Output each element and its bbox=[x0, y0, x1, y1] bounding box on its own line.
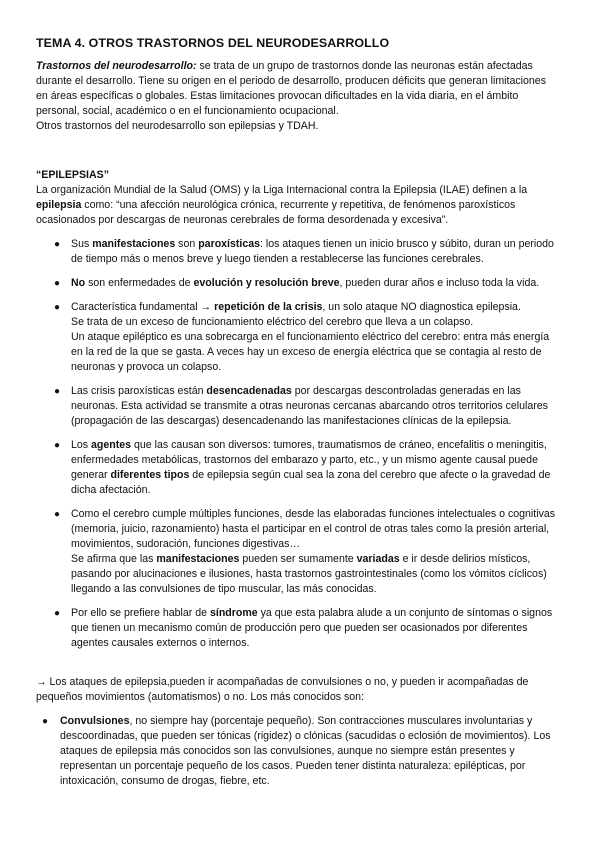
list-item-line: Se afirma que las manifestaciones pueden ser sumamente variadas e ir desde delirios místicos, pasando por alucinaciones e ilusiones, hasta trastornos gastrointestinales (como los vómitos cíclicos) llegando a las convulsiones de tipo muscular, las más conocidas. bbox=[71, 553, 547, 595]
list-item bbox=[36, 507, 560, 597]
epilepsia-bullet-list bbox=[36, 237, 560, 651]
bullet-icon: ● bbox=[54, 509, 61, 520]
definition-text: como: “una afección neurológica crónica, recurrente y repetitiva, de fenómenos paroxísticos ocasionados por descargas de neuronas cerebrales de forma desordenada y excesiva”. bbox=[36, 199, 516, 226]
list-item bbox=[36, 300, 560, 375]
intro-paragraph bbox=[36, 59, 560, 119]
list-item: ● No son enfermedades de evolución y resolución breve, pueden durar años e incluso toda la vida. bbox=[54, 277, 540, 289]
list-item-line: Se trata de un exceso de funcionamiento eléctrico del cerebro que lleva a un colapso. bbox=[71, 316, 474, 328]
ataques-paragraph: → Los ataques de epilepsia,pueden ir acompañadas de convulsiones o no, y pueden ir acompañadas de pequeños movimientos (automatismos) o no. Los más conocidos son: bbox=[36, 676, 529, 703]
bullet-icon: ● bbox=[54, 278, 61, 289]
definition-text: La organización Mundial de la Salud (OMS) y la Liga Internacional contra la Epilepsia (ILAE) definen a la bbox=[36, 184, 528, 196]
convulsiones-list bbox=[36, 714, 560, 789]
list-item: ● Las crisis paroxísticas están desencadenadas por descargas descontroladas generadas en las neuronas. Esta actividad se transmite a otras neuronas cercanas abarcando otros territorios celulares (propagación de las descargas) desencadenando las manifestaciones clínicas de la epilepsia. bbox=[54, 385, 548, 427]
list-item: ● Por ello se prefiere hablar de síndrome ya que esta palabra alude a un conjunto de síntomas o signos que tienen un mecanismo común de producción pero que pueden ser ocasionados por diferentes agentes causales externos o internos. bbox=[54, 607, 553, 649]
bullet-icon: ● bbox=[54, 239, 61, 250]
bullet-icon: ● bbox=[54, 608, 61, 619]
bullet-icon: ● bbox=[54, 440, 61, 451]
epilepsia-definition bbox=[36, 183, 560, 228]
list-item-line: Como el cerebro cumple múltiples funciones, desde las elaboradas funciones intelectuales o cognitivas (memoria, juicio, razonamiento) hasta el participar en el control de otras tales como la presión arterial, movimientos, sudoración, funciones digestivas… bbox=[71, 508, 556, 550]
list-item: ● Los agentes que las causan son diversos: tumores, traumatismos de cráneo, encefalitis o meningitis, enfermedades metabólicas, trastornos del embarazo y parto, etc., y un mismo agente causal puede generar diferentes tipos de epilepsia según cual sea la zona del cerebro que afecte o la gravedad de dicha afectación. bbox=[54, 439, 551, 496]
page-title: TEMA 4. OTROS TRASTORNOS DEL NEURODESARROLLO bbox=[36, 36, 390, 50]
bullet-icon: ● bbox=[42, 716, 49, 727]
definition-bold: epilepsia bbox=[36, 199, 82, 211]
list-item: ● Convulsiones, no siempre hay (porcentaje pequeño). Son contracciones musculares involuntarias y descoordinadas, que pueden ser tónicas (rigidez) o clónicas (sacudidas o eclosión de movimientos). Los ataques de epilepsia más conocidos son las convulsiones, aunque no siempre están presentes y representan un porcentaje pequeño de los casos. Pueden tener distinta naturaleza: epilépticas, por intoxicación, consumo de drogas, fiebre, etc. bbox=[42, 715, 551, 787]
intro-text: se trata de un grupo de trastornos donde las neuronas están afectadas durante el desarrollo. Tiene su origen en el periodo de desarrollo, producen déficits que generan limitaciones en áreas específicas o globales. Estas limitaciones provocan dificultades en la vida diaria, en el ámbito personal, social, académico o en el funcionamiento ocupacional. bbox=[36, 60, 546, 117]
intro-lead: Trastornos del neurodesarrollo: bbox=[36, 60, 197, 72]
bullet-icon: ● bbox=[54, 386, 61, 397]
list-item-line: Un ataque epiléptico es una sobrecarga en el funcionamiento eléctrico del cerebro: entra más energía en la red de la que se gasta. A veces hay un exceso de energía eléctrica que se contagia al resto de neuronas y provoca un colapso. bbox=[71, 331, 550, 373]
section-title-epilepsias: “EPILEPSIAS” bbox=[36, 169, 109, 181]
list-item: ● Sus manifestaciones son paroxísticas: los ataques tienen un inicio brusco y súbito, duran un periodo de tiempo más o menos breve y luego tienden a restablecerse las funciones cerebrales. bbox=[54, 238, 554, 265]
bullet-icon: ● bbox=[54, 302, 61, 313]
intro-closing: Otros trastornos del neurodesarrollo son epilepsias y TDAH. bbox=[36, 120, 319, 132]
list-item-line: Característica fundamental → repetición de la crisis, un solo ataque NO diagnostica epilepsia. bbox=[71, 301, 521, 313]
